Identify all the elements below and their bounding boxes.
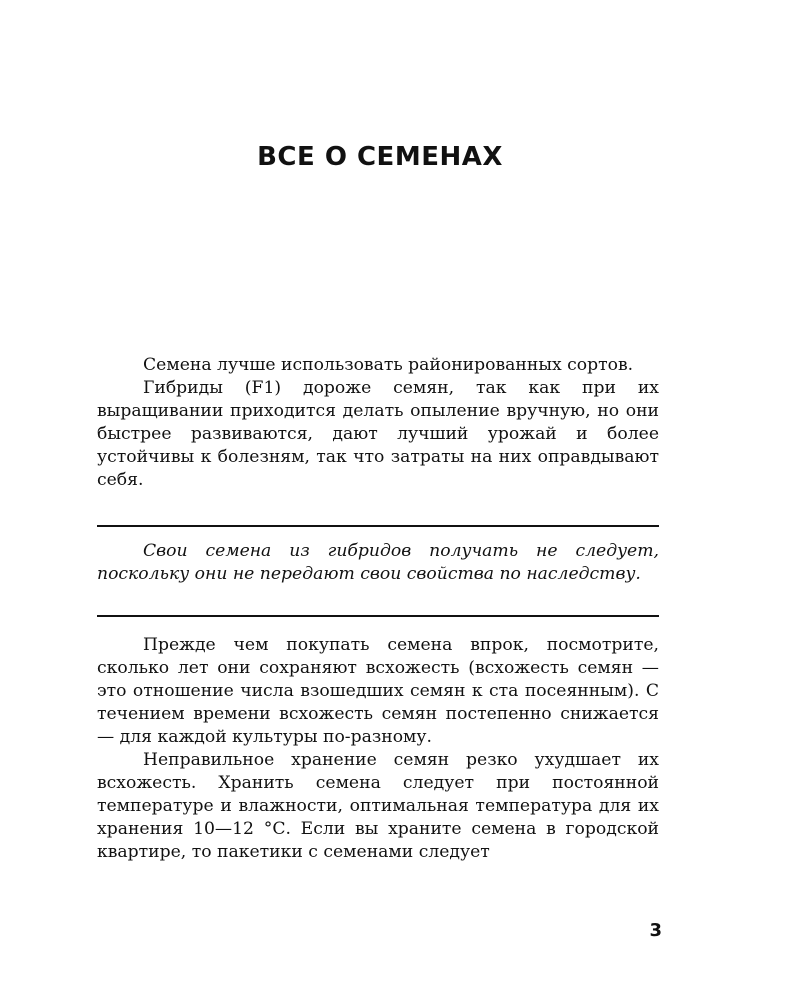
paragraph-hybrids: Гибриды (F1) дороже семян, так как при их выращивании приходится делать опыление вручную, но они быстрее развиваются, дают лучший урожай и более устойчивы к болезням, так что затраты на них оправдывают себя. xyxy=(97,378,659,490)
note-divider-top xyxy=(97,525,659,527)
paragraph-storage: Неправильное хранение семян резко ухудшает их всхожесть. Хранить семена следует при постоянной температуре и влажности, оптимальная температура для их хранения 10—12 °С. Если вы храните семена в городской квартире, то пакетики с семенами следует xyxy=(97,750,659,862)
text-block-top xyxy=(97,354,659,492)
text-block-bottom xyxy=(97,634,659,864)
note-divider-bottom xyxy=(97,615,659,617)
page-title: ВСЕ О СЕМЕНАХ xyxy=(257,142,503,172)
page-number: 3 xyxy=(649,920,662,941)
paragraph-varieties: Семена лучше использовать районированных сортов. xyxy=(143,355,634,375)
note-text: Свои семена из гибридов получать не следует, поскольку они не передают свои свойства по наследству. xyxy=(97,541,659,584)
paragraph-germination: Прежде чем покупать семена впрок, посмотрите, сколько лет они сохраняют всхожесть (всхожесть семян — это отношение числа взошедших семян к ста посеянным). С течением времени всхожесть семян постепенно снижается — для каждой культуры по-разному. xyxy=(97,635,659,747)
